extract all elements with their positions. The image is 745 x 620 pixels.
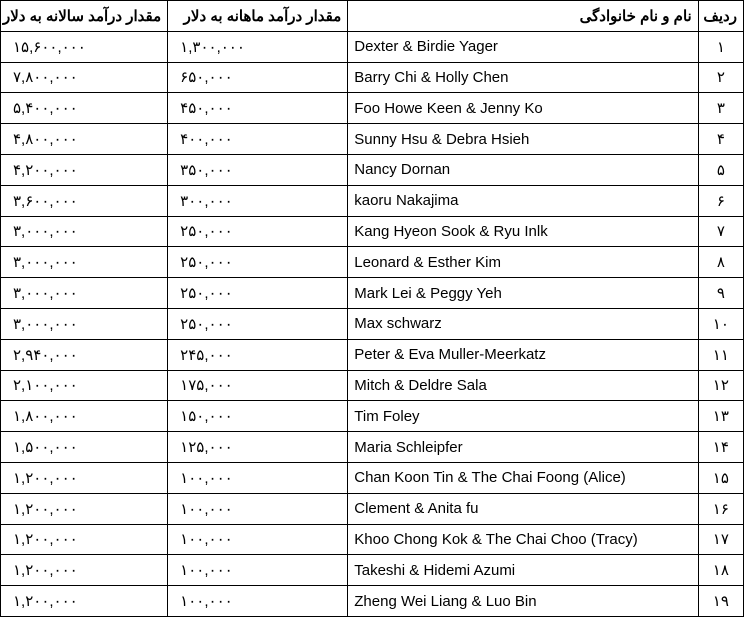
name-cell: Dexter & Birdie Yager (348, 31, 698, 62)
name-cell: Peter & Eva Muller-Meerkatz (348, 339, 698, 370)
monthly-income-cell: ۲۵۰,۰۰۰ (168, 308, 348, 339)
table-row (1, 401, 744, 432)
row-number-cell: ۱۳ (698, 401, 743, 432)
monthly-income-cell: ۳۰۰,۰۰۰ (168, 185, 348, 216)
yearly-income-cell: ۱,۸۰۰,۰۰۰ (1, 401, 168, 432)
monthly-income-cell: ۱۵۰,۰۰۰ (168, 401, 348, 432)
monthly-income-cell: ۴۰۰,۰۰۰ (168, 124, 348, 155)
yearly-income-cell: ۳,۰۰۰,۰۰۰ (1, 247, 168, 278)
name-cell: Chan Koon Tin & The Chai Foong (Alice) (348, 462, 698, 493)
name-cell: Tim Foley (348, 401, 698, 432)
name-cell: Nancy Dornan (348, 154, 698, 185)
yearly-income-cell: ۱,۲۰۰,۰۰۰ (1, 524, 168, 555)
yearly-income-cell: ۱,۲۰۰,۰۰۰ (1, 555, 168, 586)
monthly-income-cell: ۱۰۰,۰۰۰ (168, 586, 348, 617)
name-cell: Leonard & Esther Kim (348, 247, 698, 278)
table-row (1, 586, 744, 617)
table-row (1, 278, 744, 309)
row-number-cell: ۱۵ (698, 462, 743, 493)
table-row (1, 31, 744, 62)
header-row (1, 1, 744, 32)
yearly-income-cell: ۲,۱۰۰,۰۰۰ (1, 370, 168, 401)
yearly-income-cell: ۳,۶۰۰,۰۰۰ (1, 185, 168, 216)
name-cell: Barry Chi & Holly Chen (348, 62, 698, 93)
row-number-cell: ۲ (698, 62, 743, 93)
yearly-income-cell: ۳,۰۰۰,۰۰۰ (1, 308, 168, 339)
header-yearly: مقدار درآمد سالانه به دلار (1, 1, 168, 32)
monthly-income-cell: ۲۵۰,۰۰۰ (168, 278, 348, 309)
yearly-income-cell: ۷,۸۰۰,۰۰۰ (1, 62, 168, 93)
name-cell: Kang Hyeon Sook & Ryu Inlk (348, 216, 698, 247)
name-cell: Clement & Anita fu (348, 493, 698, 524)
yearly-income-cell: ۱,۲۰۰,۰۰۰ (1, 462, 168, 493)
name-cell: Foo Howe Keen & Jenny Ko (348, 93, 698, 124)
row-number-cell: ۱۹ (698, 586, 743, 617)
table-row (1, 185, 744, 216)
monthly-income-cell: ۱۰۰,۰۰۰ (168, 555, 348, 586)
row-number-cell: ۱۱ (698, 339, 743, 370)
yearly-income-cell: ۲,۹۴۰,۰۰۰ (1, 339, 168, 370)
table-row (1, 124, 744, 155)
monthly-income-cell: ۱۰۰,۰۰۰ (168, 493, 348, 524)
yearly-income-cell: ۱,۵۰۰,۰۰۰ (1, 432, 168, 463)
monthly-income-cell: ۱,۳۰۰,۰۰۰ (168, 31, 348, 62)
name-cell: Mark Lei & Peggy Yeh (348, 278, 698, 309)
row-number-cell: ۱ (698, 31, 743, 62)
monthly-income-cell: ۳۵۰,۰۰۰ (168, 154, 348, 185)
yearly-income-cell: ۵,۴۰۰,۰۰۰ (1, 93, 168, 124)
table-row (1, 154, 744, 185)
row-number-cell: ۱۶ (698, 493, 743, 524)
table-row (1, 216, 744, 247)
table-row (1, 432, 744, 463)
yearly-income-cell: ۴,۸۰۰,۰۰۰ (1, 124, 168, 155)
monthly-income-cell: ۶۵۰,۰۰۰ (168, 62, 348, 93)
row-number-cell: ۴ (698, 124, 743, 155)
row-number-cell: ۹ (698, 278, 743, 309)
header-row-no: ردیف (698, 1, 743, 32)
yearly-income-cell: ۴,۲۰۰,۰۰۰ (1, 154, 168, 185)
table-body (1, 31, 744, 616)
name-cell: Sunny Hsu & Debra Hsieh (348, 124, 698, 155)
row-number-cell: ۱۸ (698, 555, 743, 586)
monthly-income-cell: ۱۰۰,۰۰۰ (168, 462, 348, 493)
table-row (1, 555, 744, 586)
name-cell: kaoru Nakajima (348, 185, 698, 216)
name-cell: Maria Schleipfer (348, 432, 698, 463)
table-row (1, 493, 744, 524)
row-number-cell: ۷ (698, 216, 743, 247)
yearly-income-cell: ۳,۰۰۰,۰۰۰ (1, 278, 168, 309)
monthly-income-cell: ۱۲۵,۰۰۰ (168, 432, 348, 463)
table-row (1, 370, 744, 401)
row-number-cell: ۱۴ (698, 432, 743, 463)
row-number-cell: ۸ (698, 247, 743, 278)
monthly-income-cell: ۲۵۰,۰۰۰ (168, 216, 348, 247)
monthly-income-cell: ۲۴۵,۰۰۰ (168, 339, 348, 370)
name-cell: Takeshi & Hidemi Azumi (348, 555, 698, 586)
yearly-income-cell: ۱۵,۶۰۰,۰۰۰ (1, 31, 168, 62)
yearly-income-cell: ۳,۰۰۰,۰۰۰ (1, 216, 168, 247)
yearly-income-cell: ۱,۲۰۰,۰۰۰ (1, 493, 168, 524)
row-number-cell: ۱۷ (698, 524, 743, 555)
name-cell: Max schwarz (348, 308, 698, 339)
table-row (1, 524, 744, 555)
table-row (1, 93, 744, 124)
row-number-cell: ۱۲ (698, 370, 743, 401)
monthly-income-cell: ۲۵۰,۰۰۰ (168, 247, 348, 278)
monthly-income-cell: ۴۵۰,۰۰۰ (168, 93, 348, 124)
yearly-income-cell: ۱,۲۰۰,۰۰۰ (1, 586, 168, 617)
header-name: نام و نام خانوادگی (348, 1, 698, 32)
name-cell: Khoo Chong Kok & The Chai Choo (Tracy) (348, 524, 698, 555)
row-number-cell: ۳ (698, 93, 743, 124)
table-row (1, 247, 744, 278)
table-row (1, 62, 744, 93)
monthly-income-cell: ۱۰۰,۰۰۰ (168, 524, 348, 555)
row-number-cell: ۱۰ (698, 308, 743, 339)
name-cell: Zheng Wei Liang & Luo Bin (348, 586, 698, 617)
header-monthly: مقدار درآمد ماهانه به دلار (168, 1, 348, 32)
table-row (1, 339, 744, 370)
table-row (1, 308, 744, 339)
name-cell: Mitch & Deldre Sala (348, 370, 698, 401)
table-row (1, 462, 744, 493)
monthly-income-cell: ۱۷۵,۰۰۰ (168, 370, 348, 401)
row-number-cell: ۵ (698, 154, 743, 185)
row-number-cell: ۶ (698, 185, 743, 216)
